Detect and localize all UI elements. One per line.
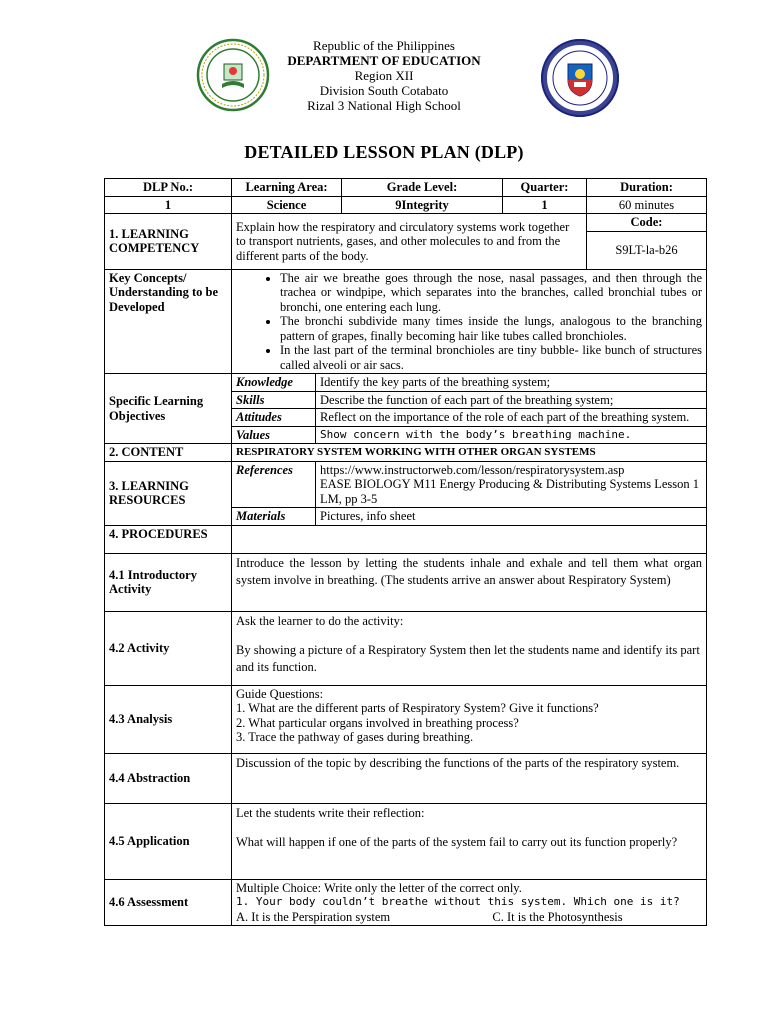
quarter-value: 1: [503, 196, 587, 214]
country-line: Republic of the Philippines: [313, 38, 455, 53]
materials-text: Pictures, info sheet: [316, 508, 707, 526]
activity-cell: [232, 611, 707, 685]
objectives-label: Specific Learning Objectives: [105, 374, 232, 444]
objective-attitudes-text: Reflect on the importance of the role of each part of the breathing system.: [316, 409, 707, 427]
assessment-question: 1. Your body couldn’t breathe without this system. Which one is it?: [236, 895, 680, 908]
objective-skills-label: Skills: [232, 391, 316, 409]
key-concepts-label: Key Concepts/ Understanding to be Developed: [105, 269, 232, 374]
guide-questions-title: Guide Questions:: [236, 686, 324, 701]
analysis-cell: [232, 685, 707, 753]
assessment-cell: [232, 879, 707, 926]
objective-values-label: Values: [232, 426, 316, 444]
assessment-choice-a: A. It is the Perspiration system: [236, 909, 391, 924]
objective-values-text: Show concern with the body’s breathing machine.: [316, 426, 707, 444]
resources-label: 3. LEARNING RESOURCES: [105, 461, 232, 525]
reference-url: https://www.instructorweb.com/lesson/respiratorysystem.asp: [320, 462, 625, 477]
objective-skills-text: Describe the function of each part of the breathing system;: [316, 391, 707, 409]
references-cell: [316, 461, 707, 508]
assessment-choice-c: C. It is the Photosynthesis: [492, 909, 623, 924]
activity-description: By showing a picture of a Respiratory System then let the students name and identify its part and its function.: [236, 642, 700, 674]
learning-area-value: Science: [232, 196, 342, 214]
competency-label: 1. LEARNING COMPETENCY: [105, 214, 232, 270]
objective-attitudes-label: Attitudes: [232, 409, 316, 427]
key-concept-item: • The bronchi subdivide many times inside the lungs, analogous to the branching pattern of grapes, finally becoming hair like tubes called bronchioles.: [280, 314, 702, 343]
school-name: Rizal 3 National High School: [307, 98, 461, 113]
grade-level-header: Grade Level:: [342, 179, 503, 197]
region-line: Region XII: [354, 68, 414, 83]
assessment-label: 4.6 Assessment: [105, 879, 232, 926]
objective-knowledge-label: Knowledge: [232, 374, 316, 392]
reference-book: EASE BIOLOGY M11 Energy Producing & Distributing Systems Lesson 1: [320, 477, 700, 491]
references-label: References: [232, 461, 316, 508]
application-question: What will happen if one of the parts of the system fail to carry out its function properly?: [236, 834, 678, 849]
content-label: 2. CONTENT: [105, 444, 232, 462]
dlp-no-header: DLP No.:: [105, 179, 232, 197]
activity-instruction: Ask the learner to do the activity:: [236, 613, 404, 628]
key-concepts-list: [232, 269, 707, 374]
abstraction-text: Discussion of the topic by describing the functions of the parts of the respiratory system.: [232, 753, 707, 803]
abstraction-label: 4.4 Abstraction: [105, 753, 232, 803]
key-concept-item: • The air we breathe goes through the nose, nasal passages, and then through the trachea or windpipe, which separates into the branches, called bronchial tubes or bronchi, one entering each lung.: [280, 271, 702, 315]
reference-lm: LM, pp 3-5: [320, 491, 378, 506]
procedures-label: 4. PROCEDURES: [105, 525, 232, 553]
document-header: [0, 38, 768, 113]
guide-question: 3. Trace the pathway of gases during breathing.: [236, 730, 474, 744]
application-cell: [232, 803, 707, 879]
intro-activity-label: 4.1 Introductory Activity: [105, 553, 232, 611]
guide-question: 1. What are the different parts of Respiratory System? Give it functions?: [236, 701, 599, 715]
dlp-no-value: 1: [105, 196, 232, 214]
division-line: Division South Cotabato: [319, 83, 449, 98]
document-title: DETAILED LESSON PLAN (DLP): [244, 142, 524, 162]
objective-knowledge-text: Identify the key parts of the breathing system;: [316, 374, 707, 392]
assessment-choices: [236, 910, 702, 925]
application-label: 4.5 Application: [105, 803, 232, 879]
application-instruction: Let the students write their reflection:: [236, 805, 425, 820]
assessment-instruction: Multiple Choice: Write only the letter of the correct only.: [236, 880, 522, 895]
materials-label: Materials: [232, 508, 316, 526]
procedures-empty-cell: [232, 525, 707, 553]
department-name: DEPARTMENT OF EDUCATION: [287, 53, 481, 68]
intro-activity-text: Introduce the lesson by letting the students inhale and exhale and tell them what organ system involve in breathing. (The students arrive an answer about Respiratory System): [232, 553, 707, 611]
duration-header: Duration:: [587, 179, 707, 197]
guide-question: 2. What particular organs involved in breathing process?: [236, 715, 519, 730]
key-concept-item: • In the last part of the terminal bronchioles are tiny bubble- like bunch of structures called alveoli or air sacs.: [280, 343, 702, 372]
duration-value: 60 minutes: [587, 196, 707, 214]
content-text: RESPIRATORY SYSTEM WORKING WITH OTHER ORGAN SYSTEMS: [232, 444, 707, 462]
analysis-label: 4.3 Analysis: [105, 685, 232, 753]
learning-area-header: Learning Area:: [232, 179, 342, 197]
competency-text: Explain how the respiratory and circulatory systems work together to transport nutrients, gases, and other molecules to and from the different parts of the body.: [232, 214, 587, 270]
code-label: Code:: [587, 214, 707, 232]
activity-label: 4.2 Activity: [105, 611, 232, 685]
quarter-header: Quarter:: [503, 179, 587, 197]
lesson-plan-table: [104, 178, 707, 926]
code-value: S9LT-la-b26: [587, 231, 707, 269]
grade-level-value: 9Integrity: [342, 196, 503, 214]
